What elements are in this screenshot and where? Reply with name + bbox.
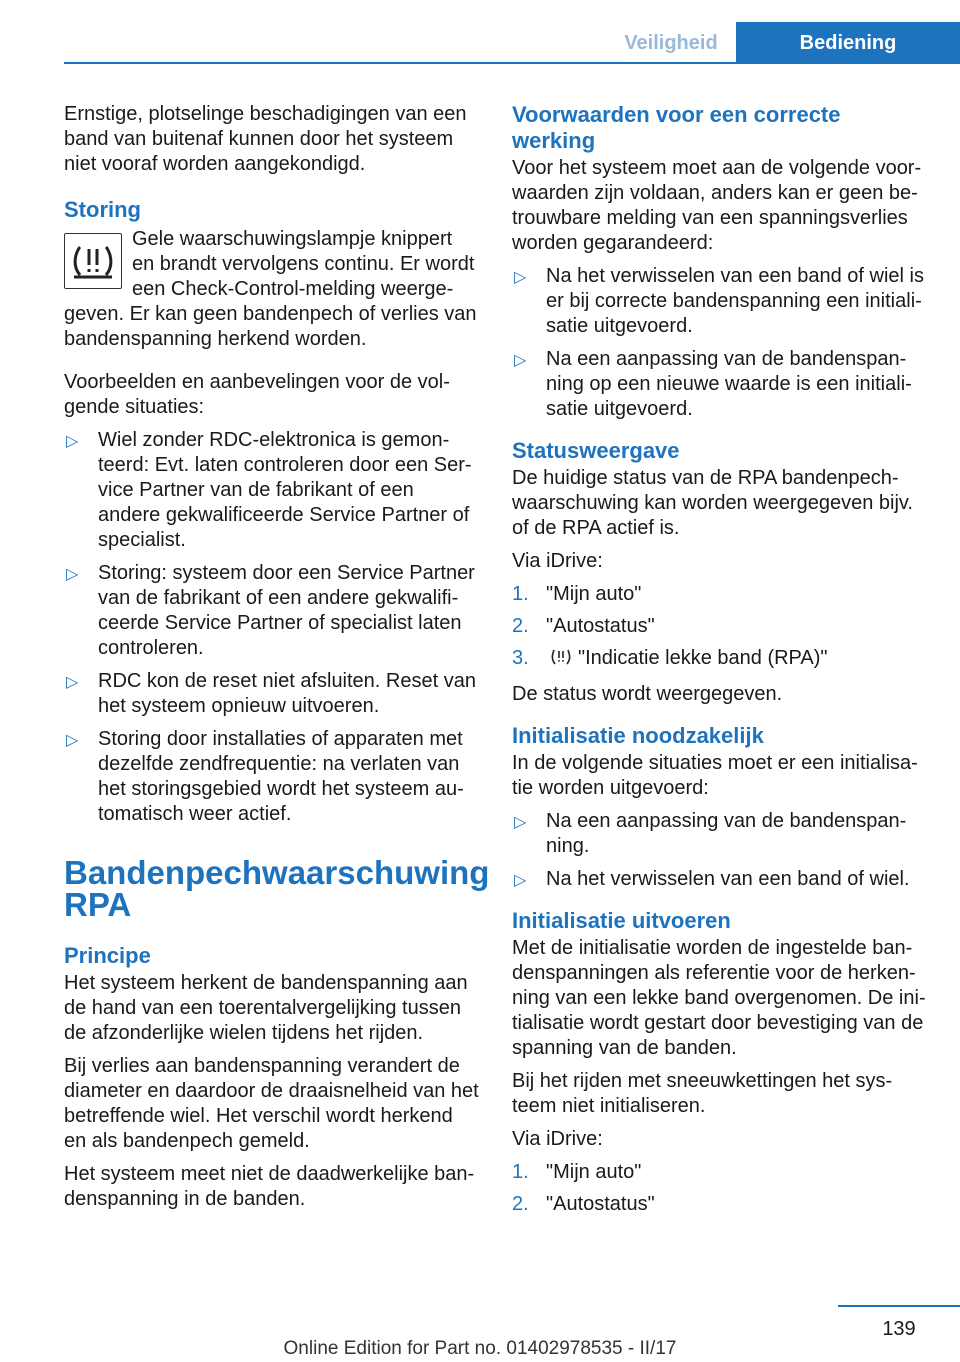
list-item: 1. "Mijn auto" [512,1161,642,1183]
initialisatie-noodzakelijk-heading: Initialisatie noodzakelijk [512,723,764,748]
intro-paragraph: Ernstige, plotselinge beschadigingen van een band van buitenaf kunnen door het systeem niet vooraf worden aangekondigd. [64,103,467,175]
voorwaarden-text: Voor het systeem moet aan de volgende voorwaarden zijn voldaan, anders kan er geen betrouwbare melding van een spanningsverlies worden gegarandeerd: [512,157,922,254]
voorwaarden-heading: Voorwaarden voor een correcte werking [512,102,841,153]
triangle-bullet-icon: ▷ [514,872,527,889]
tab-veiligheid[interactable]: Veiligheid [624,32,718,54]
list-item: 2. "Autostatus" [512,615,655,637]
init-uit-paragraph-2: Bij het rijden met sneeuwkettingen het systeem niet initialiseren. [512,1070,893,1117]
init-nood-text: In de volgende situaties moet er een initialisatie worden uitgevoerd: [512,752,918,799]
triangle-bullet-icon: ▷ [514,814,527,831]
via-idrive-label: Via iDrive: [512,550,603,572]
statusweergave-heading: Statusweergave [512,438,680,463]
via-idrive-label-2: Via iDrive: [512,1128,603,1150]
status-text: De huidige status van de RPA bandenpechwaarschuwing kan worden weergegeven bijv. of de RPA actief is. [512,467,913,539]
triangle-bullet-icon: ▷ [66,674,79,691]
storing-block [64,227,479,352]
initialisatie-uitvoeren-heading: Initialisatie uitvoeren [512,908,731,933]
triangle-bullet-icon: ▷ [66,433,79,450]
tire-pressure-warning-icon [64,233,122,289]
storing-bullet-list [64,428,479,827]
triangle-bullet-icon: ▷ [66,566,79,583]
storing-heading: Storing [64,197,141,222]
section-title: Bandenpechwaarschuwing RPA [64,854,490,923]
status-result: De status wordt weergegeven. [512,683,783,705]
header-rule [64,62,960,64]
principe-paragraph-1: Het systeem herkent de bandenspanning aan de hand van een toerentalvergelijking tussen de afzonderlijke wielen tijdens het rijden. [64,972,468,1044]
principe-heading: Principe [64,943,151,968]
list-item: 1. "Mijn auto" [512,583,642,605]
storing-text: Gele waarschuwingslampje knippert en brandt vervolgens continu. Er wordt een Check-Control-melding weergegeven. Er kan geen bandenpech of verlies van bandenspanning herkend worden. [64,228,477,350]
page-number-rule [838,1305,960,1307]
edition-footer: Online Edition for Part no. 01402978535 - II/17 [283,1338,677,1359]
right-column [512,102,928,1225]
list-item: ▷ Na een aanpassing van de bandenspanning op een nieuwe waarde is een initialisatie uitgevoerd. [514,348,912,420]
triangle-bullet-icon: ▷ [514,352,527,369]
list-item: ▷ Na een aanpassing van de bandenspanning. [514,810,907,857]
left-column [64,102,490,1220]
list-item: ▷ Wiel zonder RDC-elektronica is gemonteerd: Evt. laten controleren door een Service Partner van de fabrikant of een andere gekwalificeerde Service Partner of specialist. [66,429,472,551]
voorwaarden-bullet-list [512,264,928,422]
principe-paragraph-2: Bij verlies aan bandenspanning verandert de diameter en daardoor de draaisnelheid van het betreffende wiel. Het verschil wordt herkend en als bandenpech gemeld. [64,1055,479,1152]
list-item: ▷ RDC kon de reset niet afsluiten. Reset van het systeem opnieuw uitvoeren. [66,670,476,717]
triangle-bullet-icon: ▷ [514,269,527,286]
page-number: 139 [882,1318,916,1340]
init-bullet-list [512,809,928,892]
principe-paragraph-3: Het systeem meet niet de daadwerkelijke bandenspanning in de banden. [64,1163,475,1210]
list-item: ▷ Storing door installaties of apparaten met dezelfde zendfrequentie: na verlaten van het storingsgebied wordt het systeem automatisch weer actief. [66,728,464,825]
list-item: ▷ Na het verwisselen van een band of wiel. [512,867,928,892]
list-item: ▷ Na het verwisselen van een band of wiel is er bij correcte bandenspanning een initialisatie uitgevoerd. [514,265,924,337]
triangle-bullet-icon: ▷ [66,732,79,749]
list-item: 2. "Autostatus" [512,1193,655,1215]
tab-bediening[interactable]: Bediening [736,22,960,62]
init-steps [512,1160,928,1217]
list-item: ▷ Storing: systeem door een Service Partner van de fabrikant of een andere gekwalificeerde Service Partner of specialist laten controleren. [66,562,475,659]
list-item: 3. "Indicatie lekke band (RPA)" [512,646,928,674]
examples-intro: Voorbeelden en aanbevelingen voor de volgende situaties: [64,371,450,418]
init-uit-paragraph-1: Met de initialisatie worden de ingestelde bandenspanningen als referentie voor de herkenning van een lekke band overgenomen. De initialisatie wordt gestart door bevestiging van de spanning van de banden. [512,937,926,1059]
status-steps [512,582,928,674]
tire-warning-icon [550,647,572,674]
